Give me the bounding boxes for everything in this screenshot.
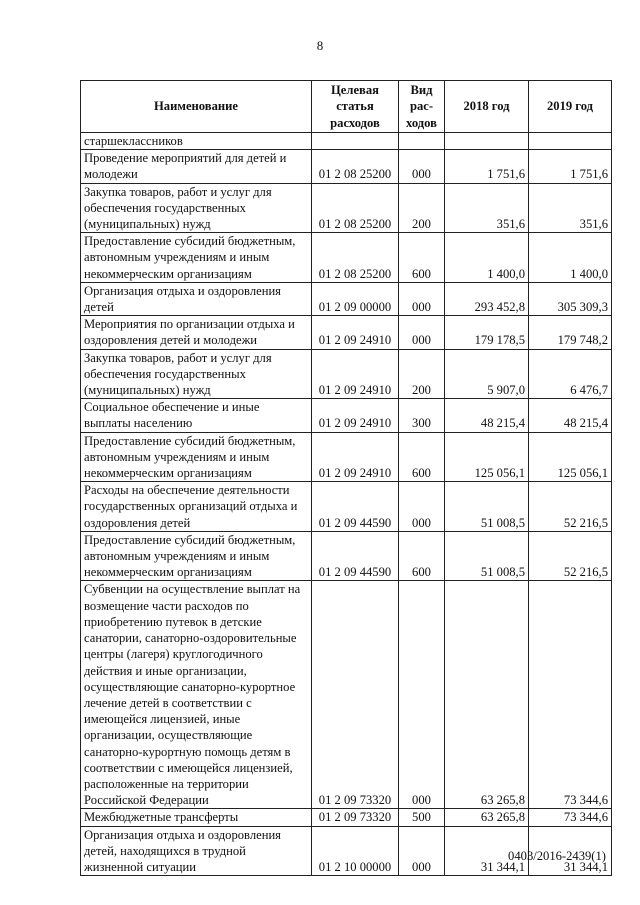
table-row: [81, 150, 612, 183]
cell-expense-type: 200: [399, 349, 445, 399]
cell-expense-type: 600: [399, 432, 445, 482]
cell-target-code: 01 2 09 44590: [312, 531, 399, 581]
cell-2018: 5 907,0: [445, 349, 529, 399]
cell-name: Проведение мероприятий для детей и молодежи: [81, 150, 312, 183]
cell-2018: 179 178,5: [445, 316, 529, 349]
cell-2018: 51 008,5: [445, 482, 529, 532]
page-number: 8: [316, 38, 324, 53]
cell-2019: 31 344,1: [529, 826, 612, 876]
cell-2018: [445, 133, 529, 150]
cell-expense-type: 600: [399, 531, 445, 581]
cell-target-code: 01 2 09 00000: [312, 282, 399, 315]
cell-expense-type: 000: [399, 482, 445, 532]
cell-2018: 1 751,6: [445, 150, 529, 183]
cell-2018: 31 344,1: [445, 826, 529, 876]
cell-target-code: 01 2 09 73320: [312, 809, 399, 826]
header-2019: 2019 год: [529, 81, 612, 133]
table-row: [81, 399, 612, 432]
table-row: [81, 133, 612, 150]
cell-2018: 63 265,8: [445, 581, 529, 809]
cell-name: Предоставление субсидий бюджетным, автономным учреждениям и иным некоммерческим организациям: [81, 432, 312, 482]
cell-2019: 52 216,5: [529, 531, 612, 581]
cell-target-code: 01 2 09 24910: [312, 349, 399, 399]
cell-target-code: 01 2 08 25200: [312, 183, 399, 233]
cell-2019: 73 344,6: [529, 581, 612, 809]
table-row: [81, 809, 612, 826]
cell-expense-type: 000: [399, 316, 445, 349]
cell-2018: 63 265,8: [445, 809, 529, 826]
cell-2019: 1 751,6: [529, 150, 612, 183]
cell-2019: 73 344,6: [529, 809, 612, 826]
cell-target-code: 01 2 09 44590: [312, 482, 399, 532]
cell-2019: [529, 133, 612, 150]
header-type: Вид рас-ходов: [399, 81, 445, 133]
cell-2019: 6 476,7: [529, 349, 612, 399]
cell-name: Закупка товаров, работ и услуг для обеспечения государственных (муниципальных) нужд: [81, 183, 312, 233]
cell-name: Закупка товаров, работ и услуг для обеспечения государственных (муниципальных) нужд: [81, 349, 312, 399]
table-header-row: [81, 81, 612, 133]
cell-name: Предоставление субсидий бюджетным, автономным учреждениям и иным некоммерческим организациям: [81, 531, 312, 581]
cell-name: Расходы на обеспечение деятельности государственных организаций отдыха и оздоровления детей: [81, 482, 312, 532]
cell-expense-type: 500: [399, 809, 445, 826]
table-row: [81, 531, 612, 581]
header-name: Наименование: [81, 81, 312, 133]
cell-2019: 179 748,2: [529, 316, 612, 349]
cell-name: Социальное обеспечение и иные выплаты населению: [81, 399, 312, 432]
cell-expense-type: 000: [399, 282, 445, 315]
table-row: [81, 282, 612, 315]
cell-expense-type: 000: [399, 581, 445, 809]
table-row: [81, 482, 612, 532]
cell-2018: 125 056,1: [445, 432, 529, 482]
cell-name: Организация отдыха и оздоровления детей, находящихся в трудной жизненной ситуации: [81, 826, 312, 876]
cell-expense-type: [399, 133, 445, 150]
cell-target-code: 01 2 08 25200: [312, 150, 399, 183]
table-row: [81, 581, 612, 809]
cell-2019: 125 056,1: [529, 432, 612, 482]
cell-2019: 305 309,3: [529, 282, 612, 315]
cell-name: Предоставление субсидий бюджетным, автономным учреждениям и иным некоммерческим организациям: [81, 233, 312, 283]
table-row: [81, 183, 612, 233]
cell-name: старшеклассников: [81, 133, 312, 150]
table-row: [81, 316, 612, 349]
document-code: 0403/2016-2439(1): [508, 849, 606, 863]
cell-2019: 351,6: [529, 183, 612, 233]
cell-target-code: 01 2 09 24910: [312, 316, 399, 349]
table-row: [81, 432, 612, 482]
table-row: [81, 349, 612, 399]
cell-expense-type: 000: [399, 826, 445, 876]
budget-table: [80, 80, 612, 876]
cell-2019: 1 400,0: [529, 233, 612, 283]
cell-name: Мероприятия по организации отдыха и оздоровления детей и молодежи: [81, 316, 312, 349]
cell-target-code: 01 2 09 24910: [312, 399, 399, 432]
table-row: [81, 233, 612, 283]
cell-expense-type: 300: [399, 399, 445, 432]
cell-2019: 52 216,5: [529, 482, 612, 532]
table-body: [81, 133, 612, 876]
cell-2018: 351,6: [445, 183, 529, 233]
cell-2019: 48 215,4: [529, 399, 612, 432]
cell-2018: 48 215,4: [445, 399, 529, 432]
cell-target-code: 01 2 10 00000: [312, 826, 399, 876]
cell-target-code: [312, 133, 399, 150]
cell-expense-type: 600: [399, 233, 445, 283]
cell-expense-type: 000: [399, 150, 445, 183]
cell-target-code: 01 2 08 25200: [312, 233, 399, 283]
cell-name: Субвенции на осуществление выплат на возмещение части расходов по приобретению путевок в детские санатории, санаторно-оздоровительные центры (лагеря) круглогодичного действия и иные организации, осуществляющие санаторно-курортное лечение детей в соответствии с имеющейся лицензией, иные организации, осуществляющие санаторно-курортную помощь детям в соответствии с имеющейся лицензией, расположенные на территории Российской Федерации: [81, 581, 312, 809]
cell-2018: 51 008,5: [445, 531, 529, 581]
cell-expense-type: 200: [399, 183, 445, 233]
cell-target-code: 01 2 09 24910: [312, 432, 399, 482]
cell-2018: 1 400,0: [445, 233, 529, 283]
header-code: Целевая статья расходов: [312, 81, 399, 133]
cell-name: Организация отдыха и оздоровления детей: [81, 282, 312, 315]
cell-2018: 293 452,8: [445, 282, 529, 315]
cell-name: Межбюджетные трансферты: [81, 809, 312, 826]
header-2018: 2018 год: [445, 81, 529, 133]
cell-target-code: 01 2 09 73320: [312, 581, 399, 809]
